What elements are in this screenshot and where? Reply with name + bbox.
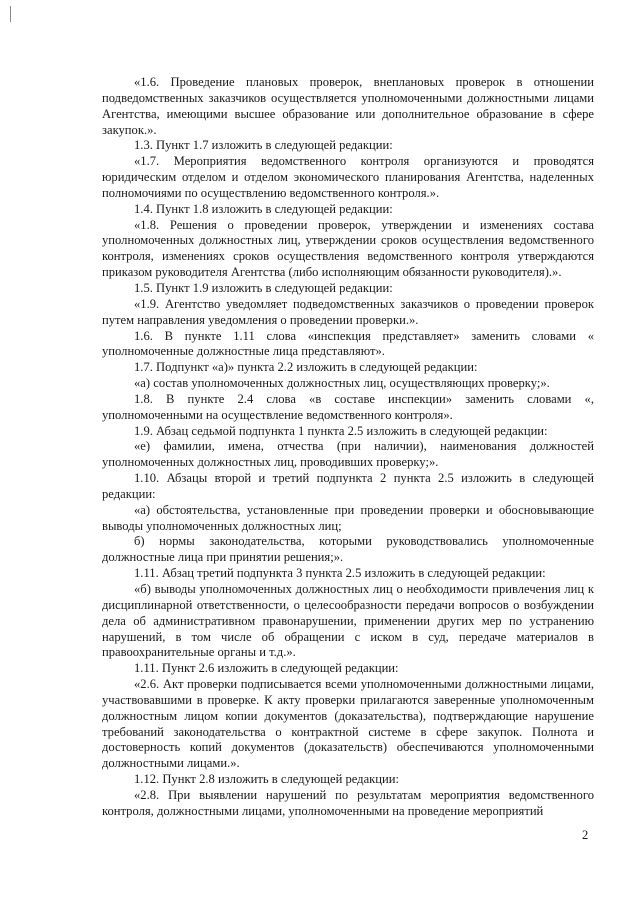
paragraph-2-5-b-text: б) нормы законодательства, которыми руководствовались уполномоченные должностные лица при принятии решения;». [102, 534, 594, 565]
paragraph-item-1-3: 1.3. Пункт 1.7 изложить в следующей редакции: [134, 138, 393, 153]
paragraph-2-2-a-text: «а) состав уполномоченных должностных лиц, осуществляющих проверку;». [134, 376, 550, 391]
document-body [102, 75, 594, 820]
paragraph-item-1-6: 1.6. В пункте 1.11 слова «инспекция представляет» заменить словами « уполномоченные должностные лица представляют». [102, 328, 594, 359]
paragraph-1-6-text: «1.6. Проведение плановых проверок, внеплановых проверок в отношении подведомственных заказчиков осуществляется уполномоченными должностными лицами Агентства, имеющими высшее образование или дополнительное образование в сфере закупок.». [102, 75, 594, 137]
paragraph-item-1-12: 1.12. Пункт 2.8 изложить в следующей редакции: [134, 772, 400, 787]
paragraph-item-1-9: 1.9. Абзац седьмой подпункта 1 пункта 2.5 изложить в следующей редакции: [134, 423, 548, 438]
paragraph-item-1-10: 1.10. Абзацы второй и третий подпункта 2 пункта 2.5 изложить в следующей редакции: [102, 471, 594, 501]
paragraph-2-5-a-text: «а) обстоятельства, установленные при проведении проверки и обосновывающие выводы уполномоченных должностных лиц; [102, 502, 594, 533]
paragraph-item-1-5: 1.5. Пункт 1.9 изложить в следующей редакции: [134, 280, 393, 295]
paragraph-item-1-8: 1.8. В пункте 2.4 слова «в составе инспекции» заменить словами «, уполномоченными на осуществление ведомственного контроля». [102, 391, 594, 422]
paragraph-2-8-text: «2.8. При выявлении нарушений по результатам мероприятия ведомственного контроля, должностными лицами, уполномоченными на проведение мероприятий [102, 787, 594, 818]
paragraph-2-5-e-text: «е) фамилии, имена, отчества (при наличии), наименования должностей уполномоченных должностных лиц, проводивших проверку;». [102, 439, 594, 470]
paragraph-item-1-11-b: 1.11. Пункт 2.6 изложить в следующей редакции: [134, 661, 399, 676]
paragraph-item-1-7: 1.7. Подпункт «а)» пункта 2.2 изложить в следующей редакции: [134, 360, 478, 375]
paragraph-item-1-11: 1.11. Абзац третий подпункта 3 пункта 2.5 изложить в следующей редакции: [134, 566, 546, 581]
scan-mark [10, 6, 13, 22]
paragraph-1-8-text: «1.8. Решения о проведении проверок, утверждении и изменениях состава уполномоченных должностных лиц, утверждении сроков осуществления ведомственного контроля, изменениях сроков осуществления ведомственного контроля утверждаются приказом руководителя Агентства (либо исполняющим обязанности руководителя).». [102, 217, 594, 280]
paragraph-1-9-text: «1.9. Агентство уведомляет подведомственных заказчиков о проведении проверок путем направления уведомления о проведении проверки.». [102, 296, 594, 327]
paragraph-1-7-text: «1.7. Мероприятия ведомственного контроля организуются и проводятся юридическим отделом и отделом экономического планирования Агентства, наделенных полномочиями по осуществлению ведомственного контроля.». [102, 154, 594, 200]
paragraph-2-6-text: «2.6. Акт проверки подписывается всеми уполномоченными должностными лицами, участвовавшими в проверке. К акту проверки прилагаются заверенные уполномоченным должностным лицом копии документов (доказательства), подтверждающие нарушение требований законодательства о контрактной системе в сфере закупок. Полнота и достоверность копий документов (доказательств) обеспечиваются уполномоченными должностными лицами.». [102, 677, 594, 771]
paragraph-2-5-3-b-text: «б) выводы уполномоченных должностных лиц о необходимости привлечения лиц к дисциплинарной ответственности, о целесообразности передачи вопросов о возбуждении дела об административном правонарушении, применении других мер по устранению нарушений, в том числе об обращении с иском в суд, передаче материалов в правоохранительные органы и т.д.». [102, 582, 594, 660]
paragraph-item-1-4: 1.4. Пункт 1.8 изложить в следующей редакции: [134, 201, 393, 216]
page-number: 2 [582, 828, 589, 842]
